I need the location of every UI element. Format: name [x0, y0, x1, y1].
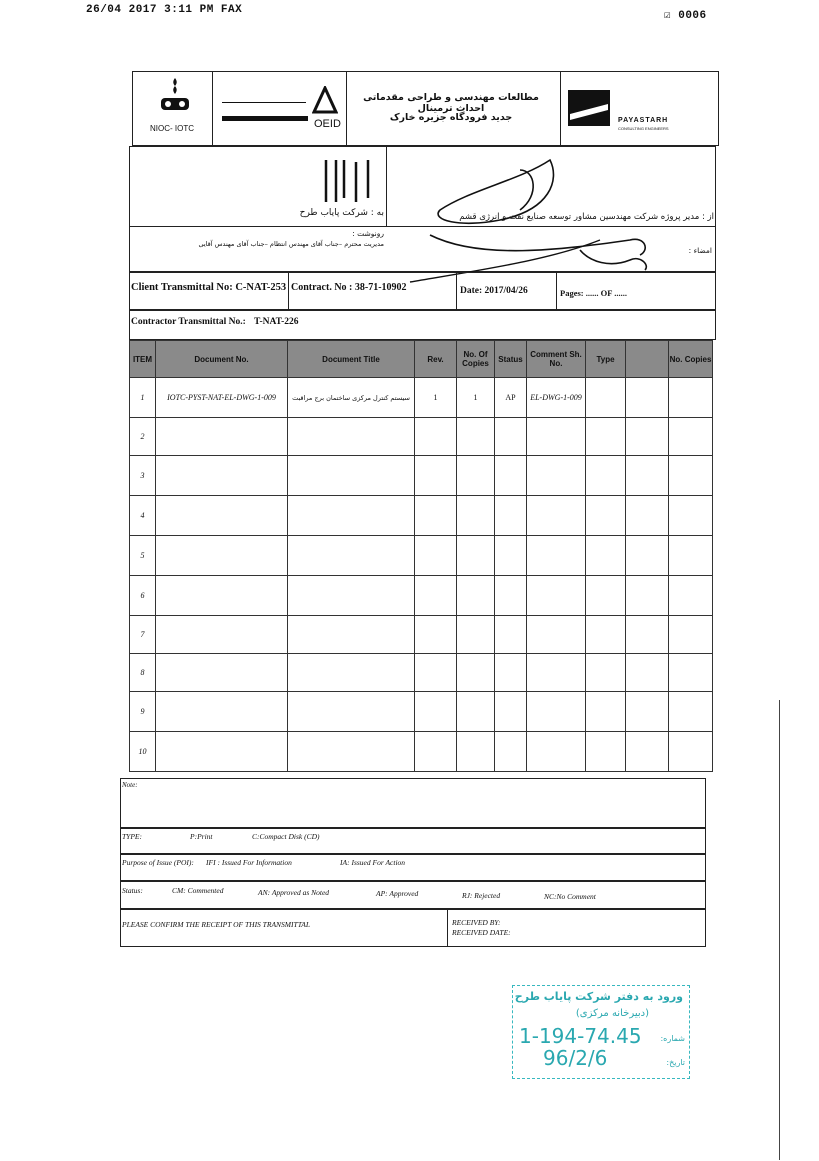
table-cell: 3 — [130, 456, 156, 496]
stamp-date-label: تاریخ: — [666, 1058, 685, 1067]
payastarh-logo-icon — [568, 90, 610, 126]
table-cell: 2 — [130, 418, 156, 456]
signature-scribble-to — [322, 158, 376, 204]
stamp-title: ورود به دفتر شرکت پایاب طرح — [514, 990, 683, 1003]
fax-page-number — [664, 8, 707, 22]
stamp-subtitle: (دبیرخانه مرکزی) — [575, 1008, 649, 1019]
table-cell — [626, 378, 669, 418]
table-cell: IOTC-PYST-NAT-EL-DWG-1-009 — [156, 378, 288, 418]
table-cell — [495, 496, 527, 536]
from-address: از : مدیر پروژه شرکت مهندسین مشاور توسعه صنایع نفت و انرژی قشم — [459, 212, 714, 222]
table-cell — [457, 456, 495, 496]
table-cell — [288, 654, 415, 692]
table-cell — [626, 536, 669, 576]
project-title-line2: جدید فرودگاه جزیره خارک — [389, 112, 513, 123]
table-cell — [288, 616, 415, 654]
signature-label: امضاء : — [688, 246, 712, 255]
status-cm: CM: Commented — [172, 886, 224, 895]
table-cell: 1 — [415, 378, 457, 418]
table-cell — [457, 496, 495, 536]
table-cell — [527, 732, 586, 772]
table-cell — [156, 732, 288, 772]
table-row — [130, 576, 713, 616]
col-item: ITEM — [130, 341, 156, 378]
col-no-copies: No. Copies — [669, 341, 713, 378]
payastarh-sub: CONSULTING ENGINEERS — [618, 126, 669, 131]
col-status: Status — [495, 341, 527, 378]
col-type: Type — [586, 341, 626, 378]
table-cell — [415, 496, 457, 536]
table-cell — [586, 692, 626, 732]
payastarh-name: PAYASTARH — [618, 117, 669, 124]
table-cell — [669, 692, 713, 732]
nioc-emblem-icon — [155, 76, 195, 116]
table-row — [130, 654, 713, 692]
fax-page-icon: ☑ — [664, 10, 672, 22]
table-cell — [669, 378, 713, 418]
table-cell — [495, 616, 527, 654]
table-cell — [156, 496, 288, 536]
table-header-row — [130, 341, 713, 378]
received-stamp — [512, 985, 690, 1079]
table-cell — [495, 654, 527, 692]
table-cell — [156, 456, 288, 496]
table-cell — [495, 692, 527, 732]
col-comment-sheet: Comment Sh. No. — [527, 341, 586, 378]
table-cell — [669, 654, 713, 692]
col-blank-1 — [626, 341, 669, 378]
table-cell — [527, 456, 586, 496]
stamp-number-label: شماره: — [660, 1034, 685, 1043]
type-cd: C:Compact Disk (CD) — [252, 832, 320, 841]
table-cell — [527, 418, 586, 456]
table-cell — [288, 456, 415, 496]
table-cell — [288, 732, 415, 772]
type-label: TYPE: — [122, 832, 143, 841]
table-cell — [495, 418, 527, 456]
scan-edge-line — [779, 700, 780, 1160]
purpose-ifi: IFI : Issued For Information — [206, 858, 292, 867]
table-cell — [457, 536, 495, 576]
status-rj: RJ: Rejected — [462, 891, 501, 900]
note-box — [120, 778, 706, 828]
confirm-text: PLEASE CONFIRM THE RECEIPT OF THIS TRANSMITTAL — [122, 920, 311, 929]
table-cell — [527, 576, 586, 616]
table-cell — [586, 616, 626, 654]
table-cell — [669, 456, 713, 496]
table-cell — [527, 692, 586, 732]
table-cell — [669, 418, 713, 456]
table-cell — [156, 654, 288, 692]
table-cell: 7 — [130, 616, 156, 654]
table-cell — [626, 456, 669, 496]
col-document-title: Document Title — [288, 341, 415, 378]
project-title-line1: مطالعات مهندسی و طراحی مقدماتی احداث ترمینال — [363, 92, 539, 114]
col-no-of-copies: No. Of Copies — [457, 341, 495, 378]
nioc-logo — [155, 76, 195, 116]
table-cell — [669, 732, 713, 772]
table-cell — [626, 576, 669, 616]
table-cell — [586, 732, 626, 772]
status-nc: NC:No Comment — [544, 892, 596, 901]
purpose-ia: IA: Issued For Action — [340, 858, 406, 867]
client-transmittal: Client Transmittal No: C-NAT-253 — [131, 282, 287, 293]
oeid-bar — [222, 116, 308, 121]
table-cell — [288, 496, 415, 536]
fax-page-value: 0006 — [678, 10, 707, 22]
table-row — [130, 418, 713, 456]
fax-timestamp: 26/04 2017 3:11 PM FAX — [86, 4, 243, 16]
table-cell — [288, 536, 415, 576]
table-cell — [669, 496, 713, 536]
table-cell — [156, 692, 288, 732]
table-cell — [457, 692, 495, 732]
table-cell — [586, 496, 626, 536]
table-cell: 4 — [130, 496, 156, 536]
table-cell — [527, 616, 586, 654]
contractor-transmittal-label: Contractor Transmittal No.: — [131, 317, 246, 327]
table-cell — [669, 576, 713, 616]
table-row — [130, 616, 713, 654]
received-by: RECEIVED BY: — [452, 918, 501, 927]
table-cell — [495, 732, 527, 772]
col-document-no: Document No. — [156, 341, 288, 378]
status-ap: AP: Approved — [376, 889, 419, 898]
table-row — [130, 378, 713, 418]
table-cell — [415, 732, 457, 772]
table-row — [130, 692, 713, 732]
table-cell — [626, 418, 669, 456]
table-cell — [669, 616, 713, 654]
table-cell: 1 — [457, 378, 495, 418]
table-cell — [626, 654, 669, 692]
table-cell: AP — [495, 378, 527, 418]
table-row — [130, 496, 713, 536]
table-cell: 9 — [130, 692, 156, 732]
items-table — [129, 340, 713, 772]
oeid-logo — [222, 80, 340, 130]
table-cell — [415, 692, 457, 732]
table-cell — [288, 576, 415, 616]
table-cell — [586, 378, 626, 418]
table-cell — [457, 576, 495, 616]
cc-text: مدیریت محترم –جناب آقای مهندس انتظام –جناب آقای مهندس آقایی — [198, 240, 384, 248]
table-cell — [626, 732, 669, 772]
table-cell — [586, 456, 626, 496]
table-cell — [495, 576, 527, 616]
table-cell — [457, 418, 495, 456]
contract-number: Contract. No : 38-71-10902 — [291, 282, 407, 293]
table-cell — [457, 616, 495, 654]
table-cell — [586, 654, 626, 692]
table-cell — [457, 732, 495, 772]
table-cell — [669, 536, 713, 576]
table-cell — [415, 654, 457, 692]
table-cell: EL-DWG-1-009 — [527, 378, 586, 418]
stamp-number-value: 1-194-74.45 — [519, 1024, 642, 1048]
table-row — [130, 536, 713, 576]
oeid-script-icon — [222, 90, 306, 103]
table-cell — [495, 456, 527, 496]
pages-count: Pages: ...... OF ...... — [560, 288, 627, 298]
contractor-transmittal-value: T-NAT-226 — [254, 317, 299, 327]
stamp-date-value: 96/2/6 — [543, 1046, 608, 1070]
received-date: RECEIVED DATE: — [452, 928, 511, 937]
status-an: AN: Approved as Noted — [258, 888, 330, 897]
oeid-label: OEID — [314, 118, 341, 130]
table-cell — [586, 576, 626, 616]
table-cell — [415, 418, 457, 456]
table-cell — [415, 536, 457, 576]
table-cell: 10 — [130, 732, 156, 772]
note-label: Note: — [122, 781, 138, 789]
handwritten-signature — [400, 150, 670, 290]
table-cell — [457, 654, 495, 692]
status-label: Status: — [122, 886, 143, 895]
table-cell — [288, 692, 415, 732]
table-cell — [156, 418, 288, 456]
table-cell — [527, 496, 586, 536]
table-cell: سیستم کنترل مرکزی ساختمان برج مراقبت — [288, 378, 415, 418]
table-cell — [586, 536, 626, 576]
purpose-label: Purpose of Issue (POI): — [122, 858, 194, 867]
table-cell — [288, 418, 415, 456]
transmittal-date: Date: 2017/04/26 — [460, 286, 528, 296]
oeid-triangle-icon — [312, 86, 338, 114]
table-cell — [527, 536, 586, 576]
cc-label: رونوشت : — [352, 229, 384, 238]
table-cell — [495, 536, 527, 576]
nioc-label: NIOC- IOTC — [150, 124, 194, 133]
table-row — [130, 456, 713, 496]
type-print: P:Print — [190, 832, 213, 841]
table-cell: 1 — [130, 378, 156, 418]
to-address: به : شرکت پایاب طرح — [299, 208, 384, 218]
table-cell: 6 — [130, 576, 156, 616]
table-cell — [626, 496, 669, 536]
table-row — [130, 732, 713, 772]
table-cell — [156, 576, 288, 616]
table-cell — [415, 576, 457, 616]
table-cell: 5 — [130, 536, 156, 576]
table-cell — [156, 616, 288, 654]
table-cell — [156, 536, 288, 576]
table-cell — [415, 616, 457, 654]
table-cell — [626, 616, 669, 654]
table-cell — [527, 654, 586, 692]
table-cell — [415, 456, 457, 496]
col-rev: Rev. — [415, 341, 457, 378]
table-cell — [586, 418, 626, 456]
table-cell — [626, 692, 669, 732]
table-cell: 8 — [130, 654, 156, 692]
